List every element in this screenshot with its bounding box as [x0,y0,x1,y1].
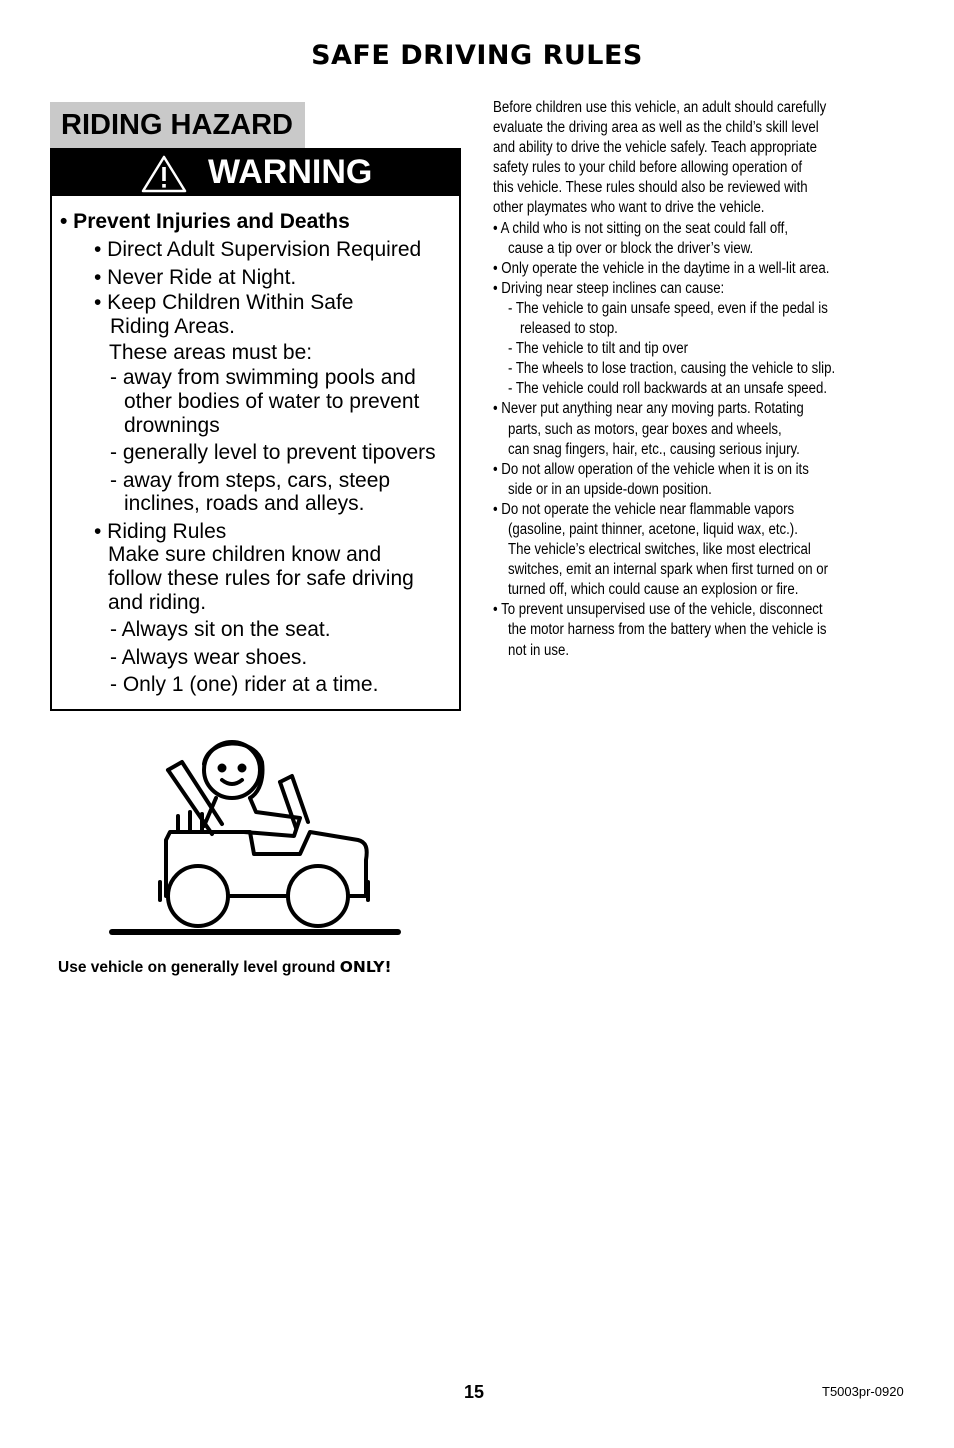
rule-line: released to stop. [519,320,618,338]
rule-line: • A child who is not sitting on the seat could fall off, [493,219,789,237]
rule-line: • Do not allow operation of the vehicle when it is on its [493,460,809,478]
caption-text: Use vehicle on generally level ground [58,959,340,976]
document-code: T5003pr-0920 [822,1384,904,1399]
warning-line: inclines, roads and alleys. [124,492,365,515]
warning-line: follow these rules for safe driving [108,567,414,590]
rule-line: The vehicle’s electrical switches, like most electrical [507,541,811,559]
rule-line: • Only operate the vehicle in the daytime in a well-lit area. [493,259,830,277]
warning-line: • Direct Adult Supervision Required [94,238,422,261]
page-number: 15 [464,1382,485,1402]
rule-line: turned off, which could cause an explosion or fire. [507,581,799,599]
rule-line: - The vehicle could roll backwards at an unsafe speed. [507,380,828,398]
rule-line: this vehicle. These rules should also be reviewed with [493,179,808,197]
rule-line: • Do not operate the vehicle near flammable vapors [493,500,795,518]
rule-line: can snag fingers, hair, etc., causing serious injury. [507,440,800,458]
warning-line: - generally level to prevent tipovers [110,441,436,464]
warning-line: and riding. [108,591,207,614]
warning-line: • Never Ride at Night. [94,266,297,289]
warning-banner [50,148,461,196]
warning-line: • Riding Rules [94,520,227,543]
warning-line: These areas must be: [109,341,313,364]
rule-line: • Never put anything near any moving parts. Rotating [493,400,804,418]
rule-line: - The wheels to lose traction, causing the vehicle to slip. [507,360,836,378]
rule-line: • Driving near steep inclines can cause: [493,279,725,297]
warning-line: - Always sit on the seat. [110,618,331,641]
rule-line: not in use. [507,641,570,659]
warning-box [50,196,461,711]
warning-line: - away from steps, cars, steep [110,469,391,492]
riding-hazard-label: RIDING HAZARD [50,102,305,148]
warning-line: • Prevent Injuries and Deaths [60,210,350,233]
warning-line: - Only 1 (one) rider at a time. [110,673,379,696]
page-title: SAFE DRIVING RULES [311,40,643,71]
rule-line: parts, such as motors, gear boxes and wheels, [507,420,782,438]
warning-line: - away from swimming pools and [110,366,416,389]
rule-line: the motor harness from the battery when the vehicle is [507,621,827,639]
rule-line: side or in an upside-down position. [507,480,712,498]
warning-line: other bodies of water to prevent [124,390,420,413]
rule-line: (gasoline, paint thinner, acetone, liquid wax, etc.). [507,520,798,538]
rule-line: - The vehicle to tilt and tip over [507,340,689,358]
warning-line: Make sure children know and [108,543,382,566]
warning-line: Riding Areas. [110,315,235,338]
warning-label: WARNING [208,153,373,191]
caption-emphasis: ONLY! [339,958,392,976]
warning-triangle-icon [141,155,187,193]
rule-line: other playmates who want to drive the vehicle. [493,199,765,217]
safety-rules-text [493,98,854,661]
rule-line: evaluate the driving area as well as the child’s skill level [493,119,819,137]
rule-line: safety rules to your child before allowing operation of [493,159,803,177]
rule-line: and ability to drive the vehicle safely. Teach appropriate [493,139,817,157]
warning-line: drownings [124,414,220,437]
warning-line: • Keep Children Within Safe [94,291,354,314]
warning-line: - Always wear shoes. [110,646,308,669]
caption [58,958,392,977]
rule-line: cause a tip over or block the driver’s view. [507,239,754,257]
rule-line: Before children use this vehicle, an adult should carefully [493,99,827,116]
rule-line: • To prevent unsupervised use of the vehicle, disconnect [493,601,823,619]
rule-line: switches, emit an internal spark when first turned on or [507,561,829,579]
rule-line: - The vehicle to gain unsafe speed, even if the pedal is [507,299,828,317]
child-in-vehicle-illustration [104,732,404,942]
